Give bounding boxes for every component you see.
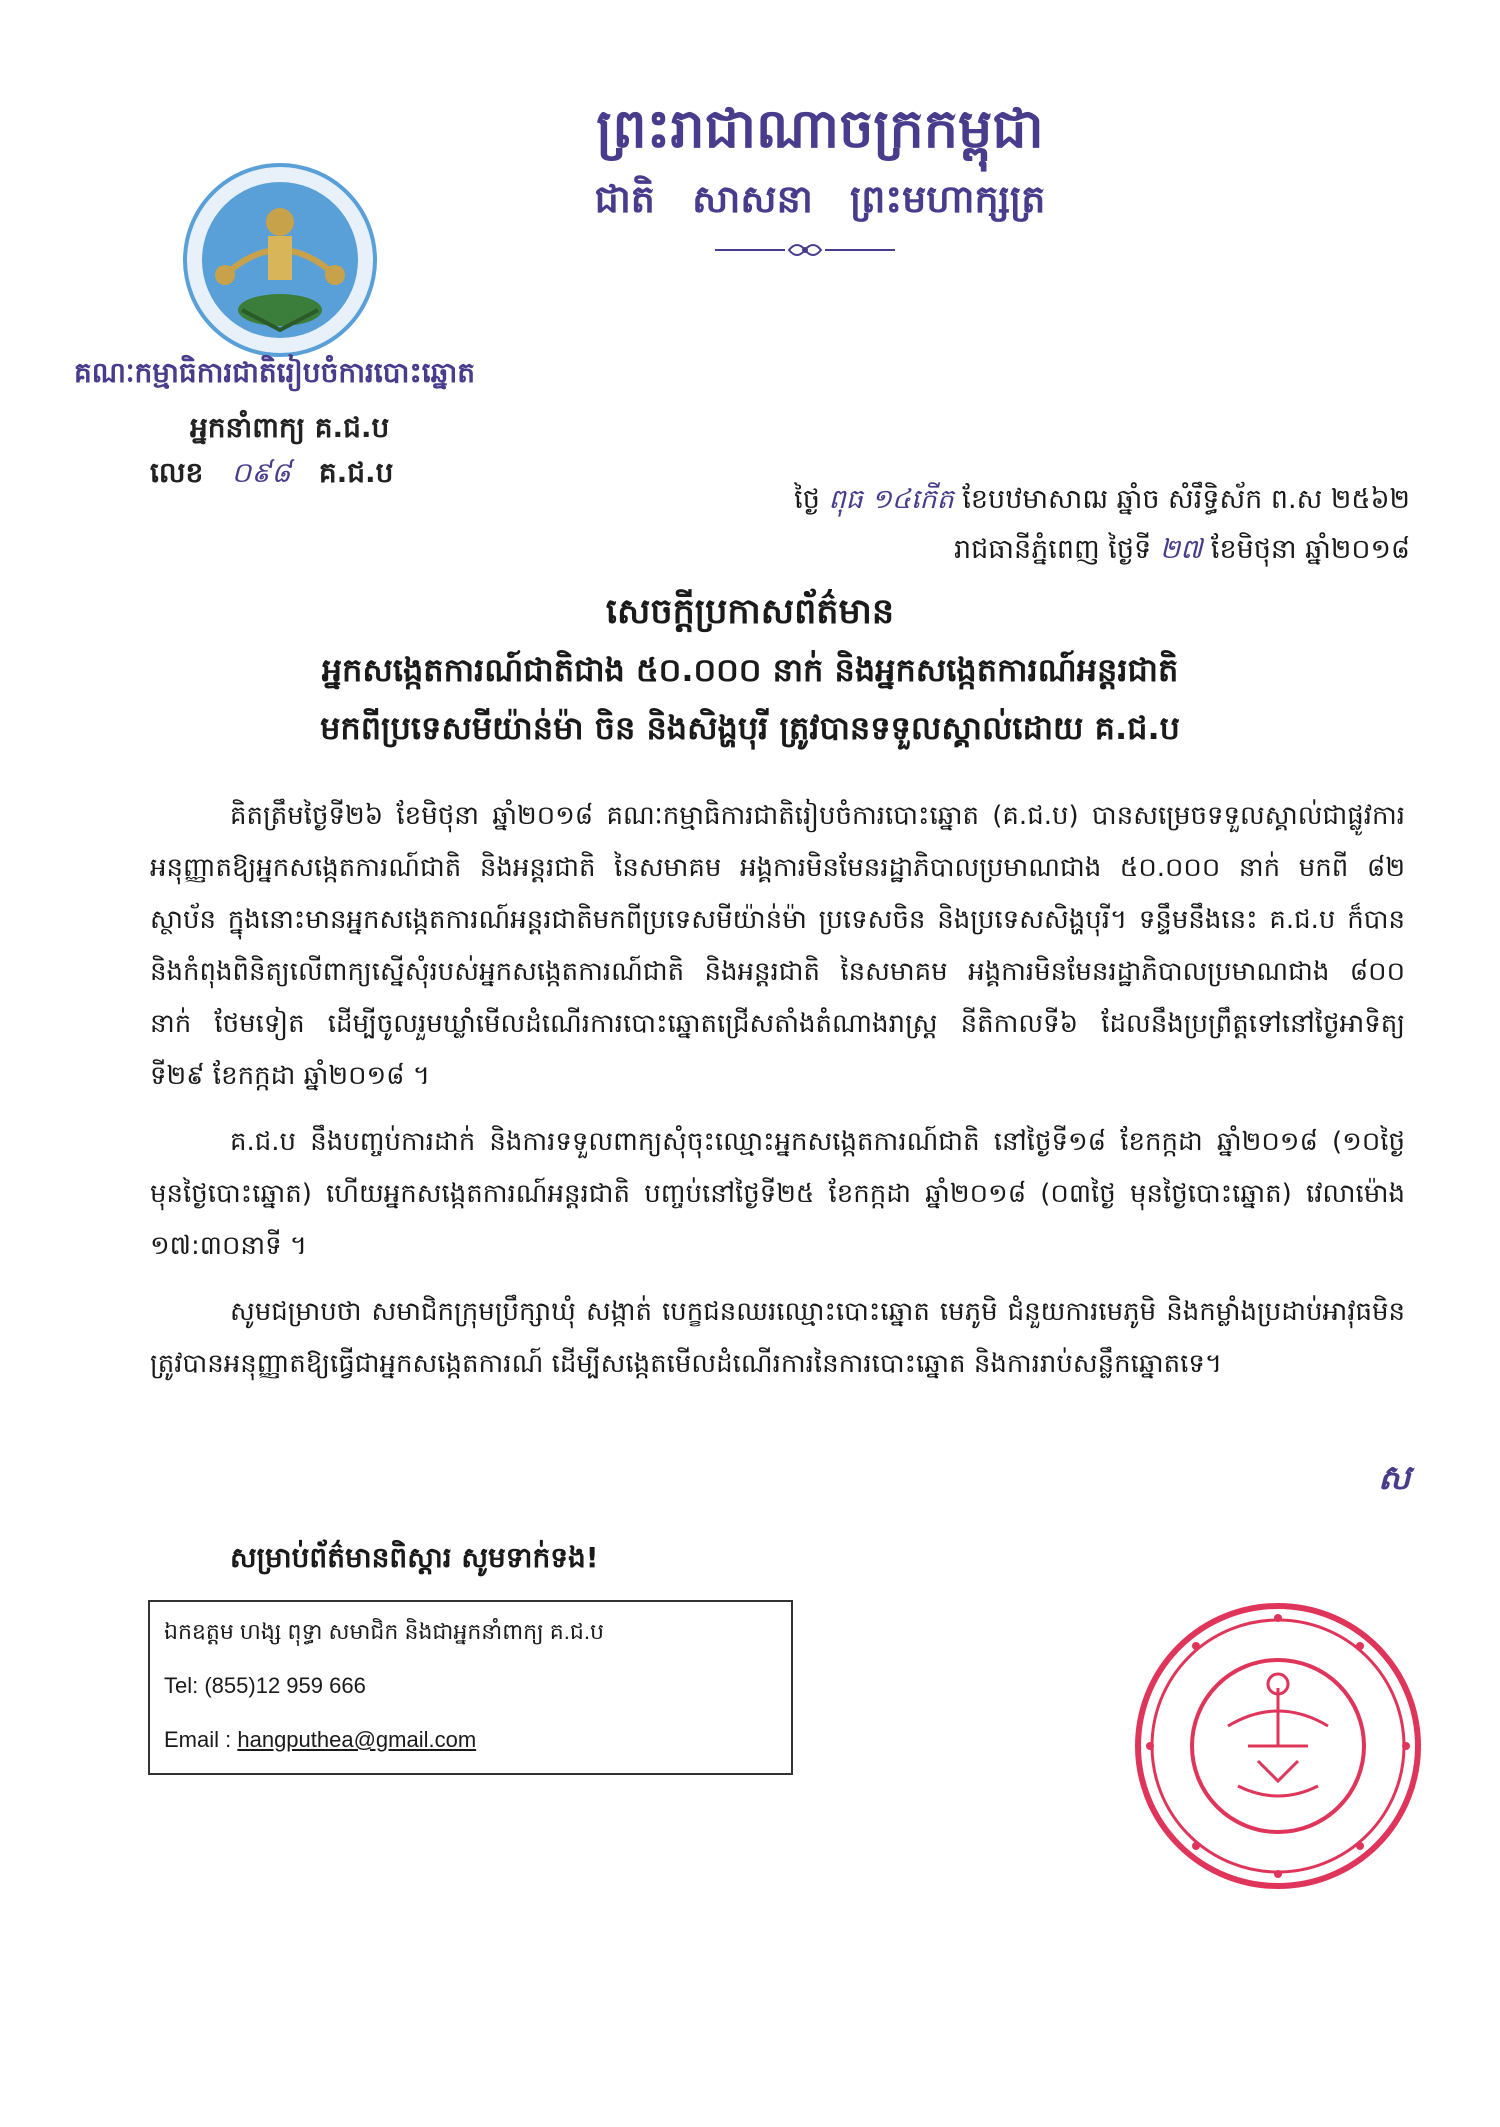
document-subtitle-line2: មកពីប្រទេសមីយ៉ាន់ម៉ា ចិន និងសិង្ហបុរី ត្រូវបានទទួលស្គាល់ដោយ គ.ជ.ប [320,709,1180,747]
ornament-divider-icon [715,238,895,262]
gregorian-date-prefix: រាជធានីភ្នំពេញ ថ្ងៃទី [954,534,1152,565]
official-seal-icon [1128,1596,1428,1896]
document-title: សេចក្ដីប្រកាសព័ត៌មាន [605,592,895,632]
organization-name: គណៈកម្មាធិការជាតិរៀបចំការបោះឆ្នោត [74,356,476,389]
lunar-day-handwritten: ពុធ ១៤កើត [828,484,954,515]
gregorian-day-handwritten: ២៧ [1159,534,1203,565]
gregorian-date-rest: ខែមិថុនា ឆ្នាំ២០១៨ [1210,534,1410,565]
gregorian-date [670,533,1410,572]
national-motto: ជាតិ សាសនា ព្រះមហាក្សត្រ [594,177,1046,221]
lunar-date [670,483,1410,522]
contact-email-row [164,1720,777,1774]
contact-tel: Tel: (855)12 959 666 [164,1673,366,1698]
nec-logo-icon [180,160,380,360]
body-paragraph: គ.ជ.ប នឹងបញ្ចប់ការដាក់ និងការទទួលពាក្យសុំចុះឈ្មោះអ្នកសង្កេតការណ៍ជាតិ នៅថ្ងៃទី១៨ ខែកក្កដា ឆ្នាំ២០១៨ (១០ថ្ងៃ មុនថ្ងៃបោះឆ្នោត) ហើយអ្នកសង្កេតការណ៍អន្តរជាតិ បញ្ចប់នៅថ្ងៃទី២៥ ខែកក្កដា ឆ្នាំ២០១៨ (០៣ថ្ងៃ មុនថ្ងៃបោះឆ្នោត) វេលាម៉ោង ១៧:៣០នាទី ។ [150,1127,1405,1261]
handwritten-initials: ស [1378,1458,1411,1498]
document-body [150,790,1405,1404]
reference-number-handwritten: ០៩៨ [231,456,291,489]
lunar-date-rest: ខែបឋមាសាឍ ឆ្នាំច សំរឹទ្ធិស័ក ព.ស ២៥៦២ [962,484,1410,515]
contact-email-label: Email : [164,1727,238,1752]
reference-number [150,455,393,496]
reference-suffix: គ.ជ.ប [318,456,394,489]
document-subtitle-line1: អ្នកសង្កេតការណ៍ជាតិជាង ៥០.០០០ នាក់ និងអ្នកសង្កេតការណ៍អន្តរជាតិ [321,651,1179,689]
lunar-date-prefix: ថ្ងៃ [794,484,820,515]
body-paragraph: គិតត្រឹមថ្ងៃទី២៦ ខែមិថុនា ឆ្នាំ២០១៨ គណៈកម្មាធិការជាតិរៀបចំការបោះឆ្នោត (គ.ជ.ប) បានសម្រេចទទួលស្គាល់ជាផ្លូវការអនុញ្ញាតឱ្យអ្នកសង្កេតការណ៍ជាតិ និងអន្តរជាតិ នៃសមាគម អង្គការមិនមែនរដ្ឋាភិបាលប្រមាណជាង ៥០.០០០ នាក់ មកពី ៨២ ស្ថាប័ន ក្នុងនោះមានអ្នកសង្កេតការណ៍អន្តរជាតិមកពីប្រទេសមីយ៉ាន់ម៉ា ប្រទេសចិន និងប្រទេសសិង្ហបុរី។ ទន្ទឹមនឹងនេះ គ.ជ.ប ក៏បាននិងកំពុងពិនិត្យលើពាក្យស្នើសុំរបស់អ្នកសង្កេតការណ៍ជាតិ និងអន្តរជាតិ នៃសមាគម អង្គការមិនមែនរដ្ឋាភិបាលប្រមាណជាង ៨០០ នាក់ ថែមទៀត ដើម្បីចូលរួមឃ្លាំមើលដំណើរការបោះឆ្នោតជ្រើសតាំងតំណាងរាស្ត្រ នីតិកាលទី៦ ដែលនឹងប្រព្រឹត្តទៅនៅថ្ងៃអាទិត្យ ទី២៩ ខែកក្កដា ឆ្នាំ២០១៨ ។ [150,801,1405,1091]
contact-box [148,1600,793,1775]
reference-label: លេខ [150,456,204,489]
body-paragraph: សូមជម្រាបថា សមាជិកក្រុមប្រឹក្សាឃុំ សង្កាត់ បេក្ខជនឈរឈ្មោះបោះឆ្នោត មេភូមិ ជំនួយការមេភូមិ និងកម្លាំងប្រដាប់អាវុធមិនត្រូវបានអនុញ្ញាតឱ្យធ្វើជាអ្នកសង្កេតការណ៍ ដើម្បីសង្កេតមើលដំណើរការនៃការបោះឆ្នោត និងការរាប់សន្លឹកឆ្នោតទេ។ [150,1297,1405,1379]
closing-line: សម្រាប់ព័ត៌មានពិស្តារ សូមទាក់ទង! [230,1541,599,1574]
spokesperson-label: អ្នកនាំពាក្យ គ.ជ.ប [190,411,390,444]
kingdom-title: ព្រះរាជាណាចក្រកម្ពុជា [596,97,1044,160]
contact-email-link[interactable]: hangputhea@gmail.com [237,1727,477,1752]
contact-name: ឯកឧត្តម ហង្ស ពុទ្ធា សមាជិក និងជាអ្នកនាំពាក្យ គ.ជ.ប [164,1619,604,1644]
